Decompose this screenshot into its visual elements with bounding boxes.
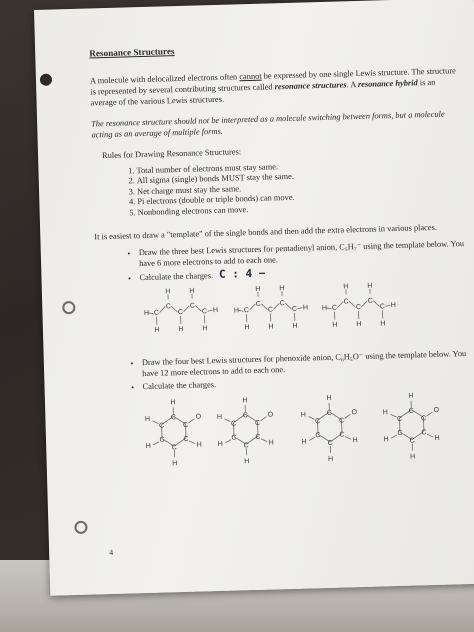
- pentadienyl-skeleton-3: [322, 280, 398, 338]
- template-instructions: It is easiest to draw a "template" of the single bonds and then add the extra electrons in various places.: [94, 222, 438, 242]
- phenoxide-charge-instruction: • Calculate the charges.: [142, 372, 470, 392]
- bond-line: [426, 412, 432, 416]
- carbon-atom-label: C: [243, 307, 250, 315]
- pentadienyl-draw-instruction: • Draw the three best Lewis structures for pentadienyl anion, C₅H₇⁻ using the template below. You have 6 more electrons to add to each one.: [139, 238, 467, 269]
- hydrogen-atom-label: H: [356, 321, 362, 329]
- italic-note: The resonance structure should not be interpreted as a molecule switching between forms, but a molecule acting as an average of multiple forms.: [91, 109, 445, 140]
- bond-line: [309, 437, 315, 440]
- term-resonance-structures: resonance structures: [274, 80, 347, 92]
- carbon-atom-label: C: [420, 415, 427, 423]
- phenoxide-structure-1: [139, 394, 209, 472]
- rule-item: 2. All sigma (single) bonds MUST stay the same.: [137, 167, 465, 187]
- bond-line: [391, 435, 397, 438]
- carbon-atom-label: C: [291, 305, 298, 313]
- bond-line: [189, 441, 195, 444]
- bond-line: [225, 440, 231, 443]
- bond-line: [344, 414, 350, 418]
- hydrogen-atom-label: H: [217, 440, 223, 449]
- phenoxide-skeleton-2: [211, 392, 281, 470]
- bond-line: [153, 442, 159, 445]
- hydrogen-atom-label: H: [367, 282, 373, 290]
- phenoxide-instructions: [98, 348, 471, 393]
- hydrogen-atom-label: H: [434, 434, 440, 443]
- bond-line: [285, 303, 291, 309]
- carbon-atom-label: C: [267, 306, 274, 314]
- bond-line: [207, 310, 212, 311]
- carbon-atom-label: C: [170, 414, 177, 422]
- pentadienyl-instructions: [95, 238, 468, 284]
- hydrogen-atom-label: H: [144, 415, 151, 424]
- hydrogen-atom-label: H: [255, 285, 261, 293]
- hydrogen-atom-label: H: [216, 413, 223, 422]
- carbon-atom-label: C: [177, 308, 184, 317]
- phenoxide-draw-instruction: • Draw the four best Lewis structures for phenoxide anion, C₆H₅O⁻ using the template below. You have 12 more electrons to add to each one.: [142, 348, 470, 379]
- rule-item: 5. Nonbonding electrons can move.: [138, 199, 466, 219]
- bond-line: [153, 421, 159, 424]
- carbon-atom-label: C: [243, 442, 249, 450]
- hydrogen-atom-label: H: [170, 399, 176, 407]
- binder-hole-top: [40, 74, 52, 86]
- hydrogen-atom-label: H: [233, 307, 240, 315]
- pentadienyl-templates: [96, 278, 470, 350]
- worksheet-page: [34, 0, 474, 596]
- hydrogen-atom-label: H: [352, 437, 358, 445]
- bond-line: [326, 308, 331, 309]
- phenoxide-structure-3: [295, 390, 365, 468]
- hydrogen-atom-label: H: [202, 325, 208, 333]
- hydrogen-atom-label: H: [172, 460, 178, 468]
- hydrogen-atom-label: H: [390, 302, 397, 310]
- carbon-atom-label: C: [355, 304, 362, 312]
- carbon-atom-label: C: [165, 303, 171, 311]
- hydrogen-atom-label: H: [302, 304, 309, 312]
- rule-item: 3. Net charge must stay the same.: [137, 178, 465, 198]
- hydrogen-atom-label: H: [301, 438, 307, 446]
- hydrogen-atom-label: H: [292, 322, 298, 330]
- carbon-atom-label: C: [159, 422, 165, 430]
- bond-line: [273, 303, 279, 309]
- binder-hole-middle: [62, 301, 75, 314]
- phenoxide-skeleton-1: [139, 394, 209, 472]
- hydrogen-atom-label: H: [332, 321, 338, 329]
- carbon-atom-label: C: [338, 417, 345, 425]
- hydrogen-atom-label: H: [380, 320, 386, 328]
- hydrogen-atom-label: H: [154, 326, 160, 334]
- bond-line: [260, 417, 266, 421]
- bond-line: [390, 414, 396, 417]
- hydrogen-atom-label: H: [178, 325, 184, 334]
- carbon-atom-label: C: [231, 434, 237, 442]
- hydrogen-atom-label: H: [268, 323, 274, 331]
- carbon-atom-label: C: [255, 300, 261, 308]
- carbon-atom-label: C: [279, 300, 285, 308]
- phenoxide-skeleton-4: [377, 388, 447, 466]
- binder-hole-bottom: [74, 521, 87, 534]
- worksheet-content: [89, 38, 473, 477]
- intro-underlined-word: cannot: [239, 71, 262, 82]
- bond-line: [427, 434, 433, 437]
- hydrogen-atom-label: H: [143, 309, 150, 318]
- bond-line: [373, 301, 379, 307]
- carbon-atom-label: C: [189, 302, 195, 310]
- hydrogen-atom-label: H: [321, 304, 328, 313]
- handwritten-charge-note: C : 4 −: [218, 266, 266, 281]
- carbon-atom-label: C: [367, 297, 373, 305]
- bond-line: [149, 313, 154, 314]
- hydrogen-atom-label: H: [279, 285, 285, 293]
- hydrogen-atom-label: H: [408, 392, 414, 400]
- carbon-atom-label: C: [408, 407, 414, 415]
- carbon-atom-label: C: [409, 437, 415, 445]
- rule-item: 1. Total number of electrons must stay same.: [136, 157, 464, 177]
- bond-line: [337, 302, 343, 308]
- carbon-atom-label: C: [183, 435, 189, 444]
- hydrogen-atom-label: H: [242, 397, 248, 405]
- hydrogen-atom-label: H: [326, 394, 332, 403]
- carbon-atom-label: C: [255, 433, 261, 442]
- carbon-atom-label: C: [331, 304, 338, 312]
- bond-line: [349, 301, 355, 307]
- carbon-atom-label: C: [314, 418, 321, 426]
- bond-line: [238, 310, 243, 311]
- carbon-atom-label: C: [171, 444, 177, 452]
- hydrogen-atom-label: H: [244, 324, 250, 332]
- pentadienyl-structure-2: [234, 282, 310, 340]
- bond-line: [224, 419, 230, 422]
- carbon-atom-label: C: [315, 432, 321, 440]
- bond-line: [308, 416, 314, 419]
- pentadienyl-structure-1: [144, 285, 220, 343]
- phenoxide-structure-4: [377, 388, 447, 466]
- hydrogen-atom-label: H: [383, 436, 389, 444]
- carbon-atom-label: C: [326, 409, 333, 418]
- bond-line: [171, 306, 177, 312]
- oxygen-atom-label: O: [267, 411, 274, 419]
- bond-line: [183, 306, 189, 312]
- hydrogen-atom-label: H: [410, 453, 416, 461]
- oxygen-atom-label: O: [433, 406, 440, 415]
- pentadienyl-structure-3: [322, 280, 398, 338]
- oxygen-atom-label: O: [351, 409, 358, 417]
- carbon-atom-label: C: [159, 436, 165, 444]
- hydrogen-atom-label: H: [343, 283, 349, 291]
- rules-list: [92, 157, 465, 219]
- bond-line: [261, 439, 267, 442]
- carbon-atom-label: C: [153, 309, 160, 317]
- page-number: 4: [109, 548, 114, 558]
- intro-text: is an average of the various Lewis structures.: [90, 77, 436, 108]
- bond-line: [195, 305, 201, 311]
- hydrogen-atom-label: H: [382, 409, 389, 417]
- carbon-atom-label: C: [231, 420, 237, 428]
- page-title: Resonance Structures: [89, 46, 175, 59]
- hydrogen-atom-label: H: [212, 307, 219, 315]
- bond-line: [385, 305, 390, 306]
- bond-line: [159, 306, 165, 312]
- phenoxide-structure-2: [211, 392, 281, 470]
- term-resonance-hybrid: resonance hybrid: [357, 78, 418, 89]
- bond-line: [261, 304, 267, 310]
- carbon-atom-label: C: [183, 421, 189, 430]
- pentadienyl-skeleton-2: [234, 282, 310, 340]
- bond-line: [297, 308, 302, 309]
- bond-line: [188, 419, 194, 423]
- intro-text: A molecule with delocalized electrons often: [89, 72, 240, 86]
- bond-line: [345, 436, 351, 439]
- rule-item: 4. Pi electrons (double or triple bonds) can move.: [137, 188, 465, 208]
- carbon-atom-label: C: [242, 412, 249, 420]
- carbon-atom-label: C: [201, 308, 208, 316]
- oxygen-atom-label: O: [195, 413, 202, 421]
- hydrogen-atom-label: H: [145, 442, 151, 451]
- bond-line: [249, 304, 255, 310]
- phenoxide-skeleton-3: [295, 390, 365, 468]
- carbon-atom-label: C: [397, 429, 403, 438]
- intro-text: The structure is represented by several contributing structures called: [90, 66, 456, 97]
- carbon-atom-label: C: [379, 303, 386, 311]
- hydrogen-atom-label: H: [196, 441, 202, 449]
- hydrogen-atom-label: H: [165, 288, 171, 296]
- intro-text: . A: [346, 80, 356, 90]
- carbon-atom-label: C: [396, 415, 403, 424]
- carbon-atom-label: C: [343, 298, 349, 306]
- carbon-atom-label: C: [421, 429, 427, 437]
- carbon-atom-label: C: [327, 439, 333, 447]
- pentadienyl-skeleton-1: [144, 285, 220, 343]
- hydrogen-atom-label: H: [189, 287, 195, 295]
- hydrogen-atom-label: H: [328, 455, 334, 463]
- rules-heading: Rules for Drawing Resonance Structures:: [101, 147, 242, 161]
- carbon-atom-label: C: [339, 431, 345, 439]
- hydrogen-atom-label: H: [268, 439, 274, 447]
- phenoxide-templates: [99, 387, 473, 477]
- hydrogen-atom-label: H: [300, 411, 307, 419]
- carbon-atom-label: C: [255, 419, 261, 428]
- charge-instruction-text: Calculate the charges.: [139, 271, 214, 283]
- intro-text: be expressed by one single Lewis structure.: [261, 67, 410, 81]
- hydrogen-atom-label: H: [244, 458, 250, 466]
- intro-paragraph: [90, 65, 463, 108]
- bond-line: [361, 301, 367, 307]
